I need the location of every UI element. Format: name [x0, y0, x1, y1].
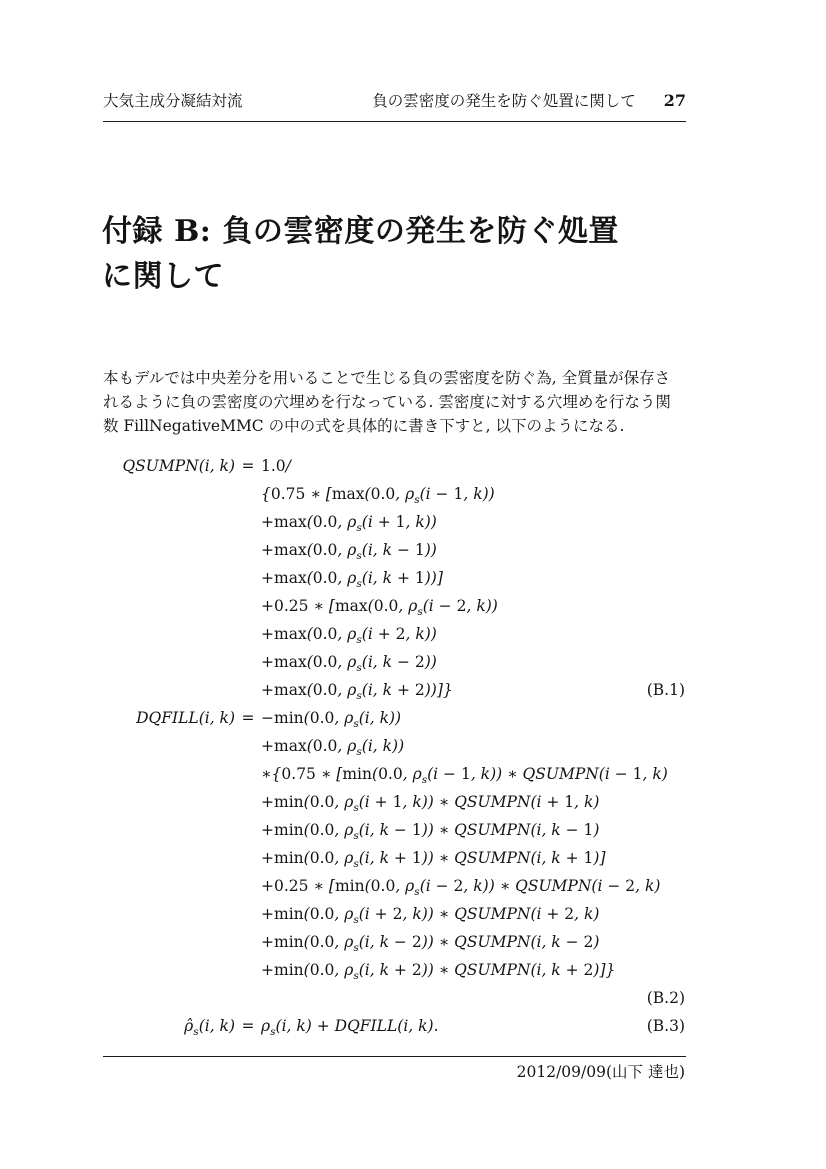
- equation-lhs: DQFILL(i, k): [136, 709, 235, 727]
- footer-date-author: 2012/09/09(山下 達也): [516, 1063, 685, 1081]
- body-paragraph: [103, 367, 695, 438]
- footer-rule: [103, 1056, 686, 1057]
- equation-row: [103, 592, 685, 620]
- appendix-title-line2: に関して: [102, 259, 224, 294]
- body-line: 本もデルでは中央差分を用いることで生じる負の雲密度を防ぐ為, 全質量が保存さ: [103, 369, 671, 387]
- equation-rhs: +0.25 ∗ [max(0.0, $\rho_s(i - 2$, k)): [261, 597, 498, 619]
- equation-rhs: +max(0.0, $\rho_s(i + 2$, k)): [261, 625, 437, 647]
- equation-row: [103, 1012, 685, 1040]
- equation-rhs: +min(0.0, $\rho_s(i$, k − 1)) ∗ QSUMPN(i, k − 1): [261, 821, 600, 843]
- equation-rhs: +max(0.0, $\rho_s(i$, k − 1)): [261, 541, 437, 563]
- equation-rhs: +max(0.0, $\rho_s(i$, k + 2))]}: [261, 681, 453, 703]
- header-rule: [103, 121, 686, 122]
- equation-row: [103, 508, 685, 536]
- equals-sign: =: [241, 1017, 255, 1035]
- equation-row: [103, 872, 685, 900]
- page-number: 27: [663, 91, 686, 110]
- equation-block: [103, 452, 685, 1040]
- equation-rhs: +0.25 ∗ [min(0.0, $\rho_s(i - 2$, k)) ∗ QSUMPN(i − 2, k): [261, 877, 661, 899]
- equation-row: [103, 480, 685, 508]
- equation-rhs: +max(0.0, $\rho_s(i$, k + 1))]: [261, 569, 443, 591]
- equation-row: [103, 844, 685, 872]
- equation-rhs: +min(0.0, $\rho_s(i$, k − 2)) ∗ QSUMPN(i, k − 2): [261, 933, 600, 955]
- equation-row: [103, 956, 685, 984]
- equation-row: [103, 984, 685, 1012]
- page-header: [103, 90, 686, 112]
- equation-row: [103, 704, 685, 732]
- equation-tag: (B.3): [646, 1017, 685, 1035]
- equation-row: [103, 648, 685, 676]
- equation-rhs: +min(0.0, $\rho_s(i + 1$, k)) ∗ QSUMPN(i + 1, k): [261, 793, 600, 815]
- equation-rhs: +min(0.0, $\rho_s(i$, k + 2)) ∗ QSUMPN(i, k + 2)]}: [261, 961, 616, 983]
- appendix-title-line1: 付録 B: 負の雲密度の発生を防ぐ処置: [102, 214, 619, 249]
- header-right-group: [372, 90, 686, 112]
- equation-rhs: −min(0.0, $\rho_s(i$, k)): [261, 709, 402, 731]
- equation-tag: (B.2): [646, 989, 685, 1007]
- equation-row: [103, 620, 685, 648]
- equation-tag: (B.1): [646, 681, 685, 699]
- equation-rhs: 1.0/: [261, 457, 291, 475]
- equation-rhs: +max(0.0, $\rho_s(i + 1$, k)): [261, 513, 437, 535]
- equation-rhs: $\rho_s(i$, k) + DQFILL(i, k).: [261, 1017, 439, 1039]
- equation-row: [103, 536, 685, 564]
- equation-row: [103, 928, 685, 956]
- equation-rhs: +min(0.0, $\rho_s(i$, k + 1)) ∗ QSUMPN(i, k + 1)]: [261, 849, 606, 871]
- equation-row: [103, 732, 685, 760]
- equals-sign: =: [241, 457, 255, 475]
- equation-row: [103, 452, 685, 480]
- equals-sign: =: [241, 709, 255, 727]
- equation-row: [103, 676, 685, 704]
- equation-row: [103, 900, 685, 928]
- header-running-title-left: 大気主成分凝結対流: [103, 92, 243, 110]
- header-running-title-right: 負の雲密度の発生を防ぐ処置に関して: [372, 92, 636, 110]
- equation-lhs: QSUMPN(i, k): [122, 457, 235, 475]
- body-line: れるように負の雲密度の穴埋めを行なっている. 雲密度に対する穴埋めを行なう関: [103, 392, 671, 411]
- equation-rhs: +min(0.0, $\rho_s(i + 2$, k)) ∗ QSUMPN(i + 2, k): [261, 905, 600, 927]
- equation-row: [103, 760, 685, 788]
- equation-rhs: +max(0.0, $\rho_s(i$, k − 2)): [261, 653, 437, 675]
- equation-rhs: +max(0.0, $\rho_s(i$, k)): [261, 737, 405, 759]
- equation-rhs: ∗{0.75 ∗ [min(0.0, $\rho_s(i - 1$, k)) ∗ QSUMPN(i − 1, k): [261, 765, 668, 787]
- equation-lhs: $\rhô_s(i$, k): [184, 1017, 235, 1039]
- body-line: 数 FillNegativeMMC の中の式を具体的に書き下すと, 以下のようになる.: [103, 416, 625, 435]
- equation-rhs: {0.75 ∗ [max(0.0, $\rho_s(i - 1$, k)): [261, 485, 495, 507]
- appendix-title: [102, 209, 702, 299]
- equation-row: [103, 564, 685, 592]
- equation-row: [103, 816, 685, 844]
- equation-row: [103, 788, 685, 816]
